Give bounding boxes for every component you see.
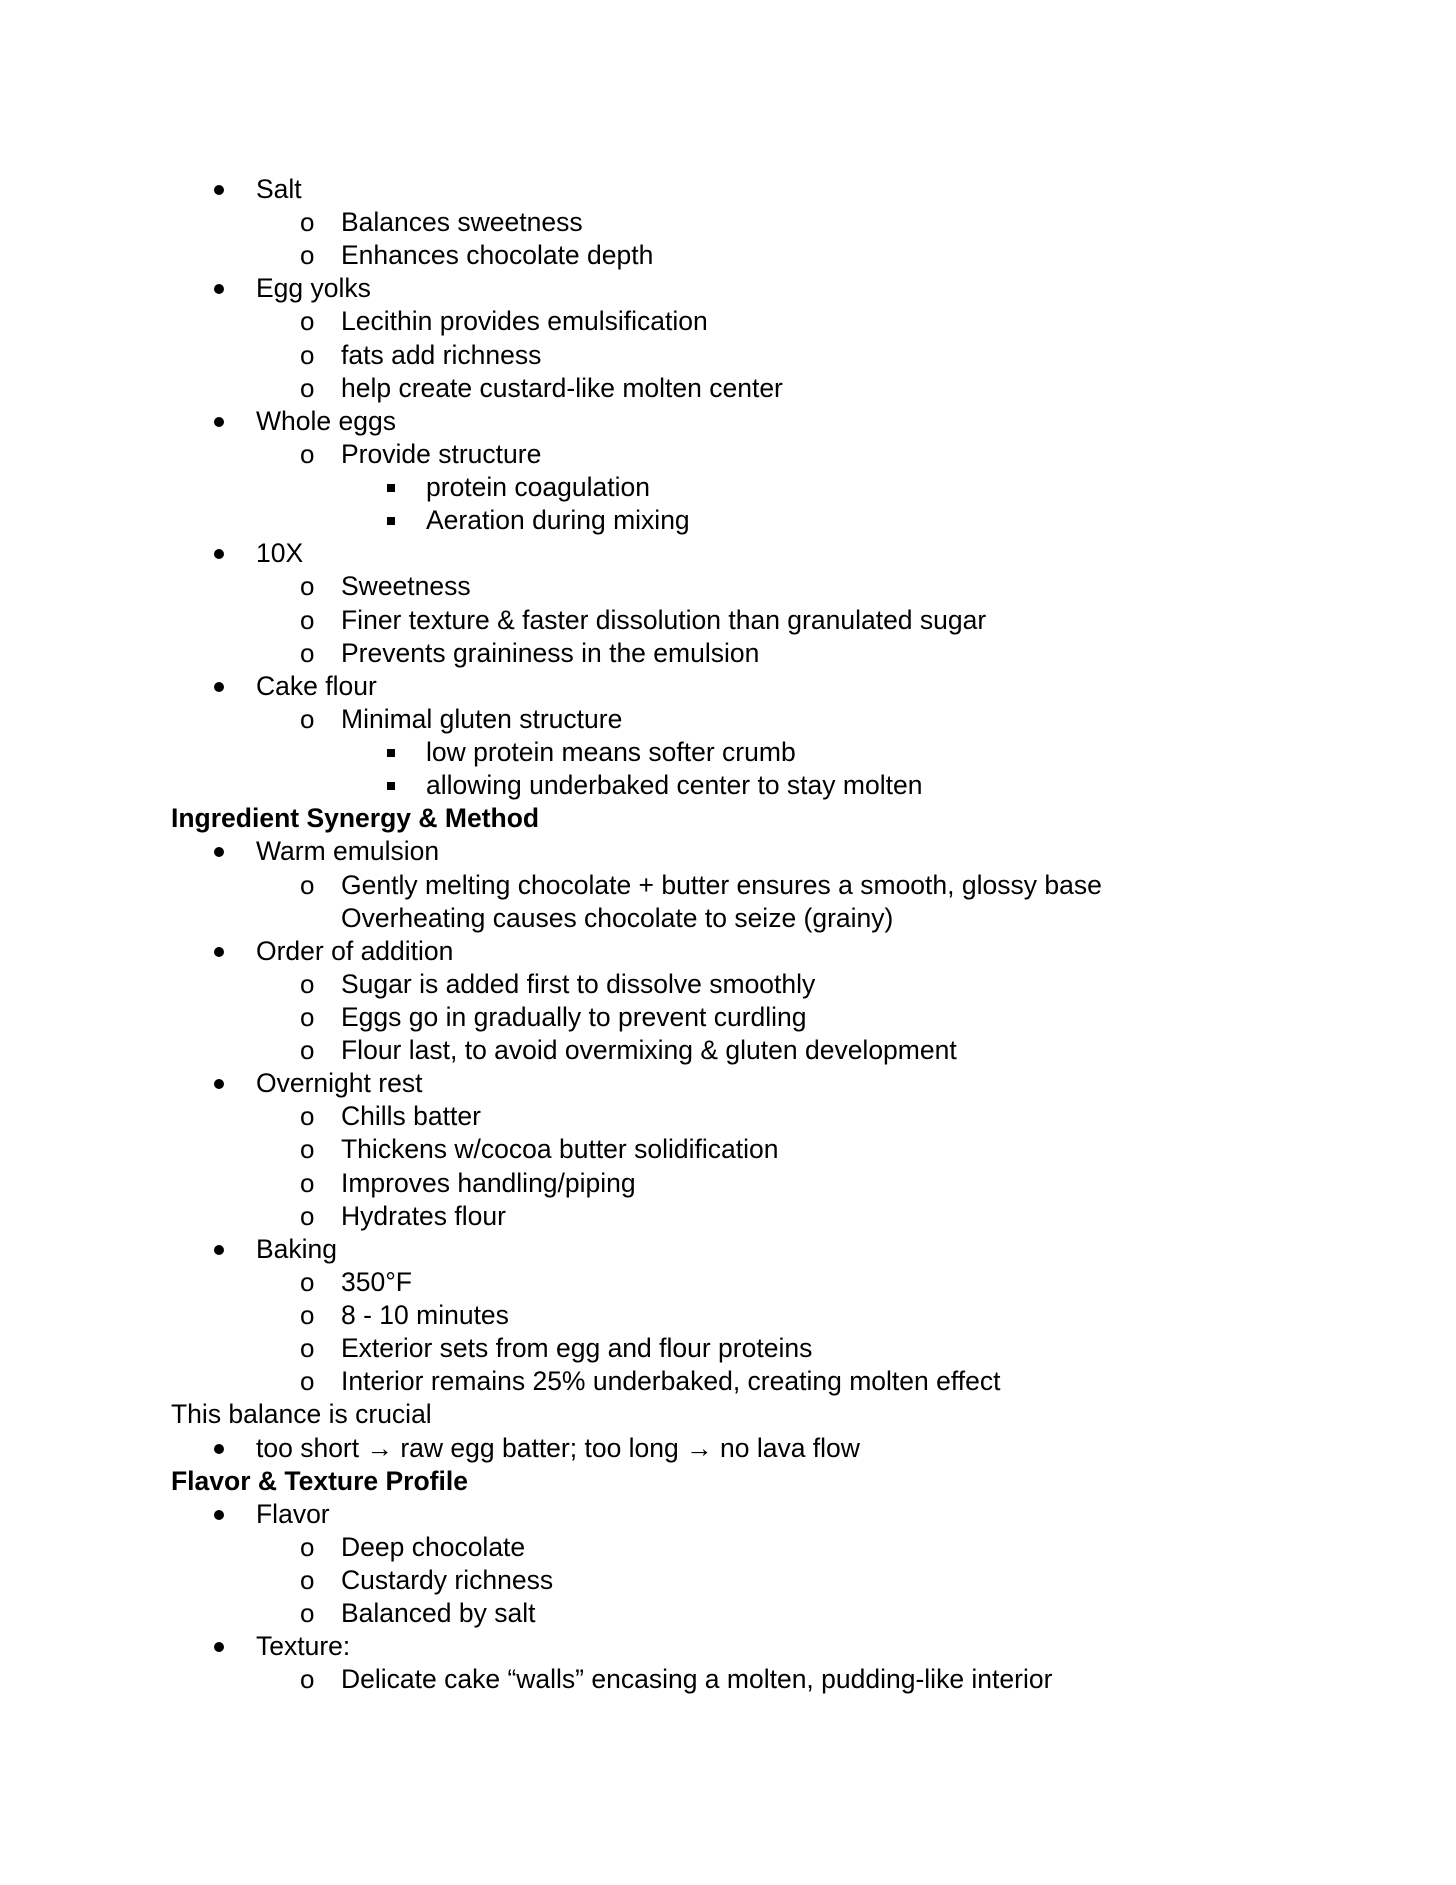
bullet-dot-icon xyxy=(214,1245,224,1255)
bullet-circle-icon: o xyxy=(300,207,315,237)
bullet-dot-icon xyxy=(214,1079,224,1089)
bullet-circle-icon: o xyxy=(300,1333,315,1363)
line-text: Overheating causes chocolate to seize (grainy) xyxy=(341,903,894,933)
bullet-circle-icon: o xyxy=(300,1035,315,1065)
bullet-circle-icon: o xyxy=(300,1598,315,1628)
line-text: Custardy richness xyxy=(341,1565,554,1595)
line-text: Prevents graininess in the emulsion xyxy=(341,638,760,668)
line-text: Enhances chocolate depth xyxy=(341,240,654,270)
line-text: Flavor xyxy=(256,1499,330,1529)
line-text: Eggs go in gradually to prevent curdling xyxy=(341,1002,807,1032)
bullet-square-icon xyxy=(387,517,395,525)
line-text: protein coagulation xyxy=(426,472,650,502)
bullet-circle-icon: o xyxy=(300,638,315,668)
bullet-dot-icon xyxy=(214,417,224,427)
bullet-square-icon xyxy=(387,782,395,790)
line-text: Aeration during mixing xyxy=(426,505,690,535)
line-text: Provide structure xyxy=(341,439,542,469)
bullet-circle-icon: o xyxy=(300,306,315,336)
line-text: Texture: xyxy=(256,1631,351,1661)
line-text: Baking xyxy=(256,1234,338,1264)
bullet-circle-icon: o xyxy=(300,340,315,370)
bullet-circle-icon: o xyxy=(300,1134,315,1164)
line-text: Thickens w/cocoa butter solidification xyxy=(341,1134,779,1164)
bullet-circle-icon: o xyxy=(300,1300,315,1330)
line-text: Minimal gluten structure xyxy=(341,704,623,734)
line-text: This balance is crucial xyxy=(171,1399,432,1429)
line-text: Sweetness xyxy=(341,571,471,601)
bullet-circle-icon: o xyxy=(300,1267,315,1297)
line-text: allowing underbaked center to stay molten xyxy=(426,770,923,800)
line-text: Salt xyxy=(256,174,302,204)
line-text: Sugar is added first to dissolve smoothly xyxy=(341,969,816,999)
bullet-circle-icon: o xyxy=(300,870,315,900)
line-text: Balances sweetness xyxy=(341,207,583,237)
bullet-circle-icon: o xyxy=(300,1532,315,1562)
line-text: too short → raw egg batter; too long → no lava flow xyxy=(256,1433,860,1463)
line-text: Interior remains 25% underbaked, creating molten effect xyxy=(341,1366,1001,1396)
line-text: Exterior sets from egg and flour proteins xyxy=(341,1333,813,1363)
bullet-circle-icon: o xyxy=(300,1168,315,1198)
bullet-circle-icon: o xyxy=(300,373,315,403)
line-text: Hydrates flour xyxy=(341,1201,506,1231)
bullet-circle-icon: o xyxy=(300,240,315,270)
bullet-dot-icon xyxy=(214,947,224,957)
line-text: Flavor & Texture Profile xyxy=(171,1466,468,1496)
line-text: Overnight rest xyxy=(256,1068,423,1098)
bullet-circle-icon: o xyxy=(300,605,315,635)
bullet-circle-icon: o xyxy=(300,571,315,601)
line-text: Deep chocolate xyxy=(341,1532,526,1562)
line-text: Warm emulsion xyxy=(256,836,440,866)
line-text: Delicate cake “walls” encasing a molten, pudding-like interior xyxy=(341,1664,1053,1694)
line-text: Cake flour xyxy=(256,671,377,701)
bullet-circle-icon: o xyxy=(300,1201,315,1231)
bullet-dot-icon xyxy=(214,682,224,692)
line-text: 10X xyxy=(256,538,304,568)
line-text: Order of addition xyxy=(256,936,454,966)
line-text: 350°F xyxy=(341,1267,412,1297)
line-text: low protein means softer crumb xyxy=(426,737,796,767)
bullet-square-icon xyxy=(387,749,395,757)
line-text: Lecithin provides emulsification xyxy=(341,306,708,336)
bullet-circle-icon: o xyxy=(300,704,315,734)
bullet-dot-icon xyxy=(214,284,224,294)
line-text: Whole eggs xyxy=(256,406,396,436)
bullet-circle-icon: o xyxy=(300,969,315,999)
bullet-dot-icon xyxy=(214,185,224,195)
line-text: Ingredient Synergy & Method xyxy=(171,803,540,833)
line-text: Flour last, to avoid overmixing & gluten development xyxy=(341,1035,957,1065)
line-text: help create custard-like molten center xyxy=(341,373,783,403)
line-text: Egg yolks xyxy=(256,273,371,303)
bullet-circle-icon: o xyxy=(300,1002,315,1032)
line-text: Balanced by salt xyxy=(341,1598,536,1628)
bullet-dot-icon xyxy=(214,847,224,857)
line-text: Chills batter xyxy=(341,1101,481,1131)
line-text: Gently melting chocolate + butter ensures a smooth, glossy base xyxy=(341,870,1102,900)
bullet-circle-icon: o xyxy=(300,439,315,469)
bullet-dot-icon xyxy=(214,549,224,559)
bullet-circle-icon: o xyxy=(300,1664,315,1694)
bullet-dot-icon xyxy=(214,1642,224,1652)
line-text: Finer texture & faster dissolution than granulated sugar xyxy=(341,605,987,635)
bullet-dot-icon xyxy=(214,1444,224,1454)
bullet-circle-icon: o xyxy=(300,1565,315,1595)
bullet-circle-icon: o xyxy=(300,1101,315,1131)
bullet-square-icon xyxy=(387,484,395,492)
bullet-dot-icon xyxy=(214,1510,224,1520)
line-text: Improves handling/piping xyxy=(341,1168,636,1198)
line-text: 8 - 10 minutes xyxy=(341,1300,509,1330)
bullet-circle-icon: o xyxy=(300,1366,315,1396)
line-text: fats add richness xyxy=(341,340,542,370)
